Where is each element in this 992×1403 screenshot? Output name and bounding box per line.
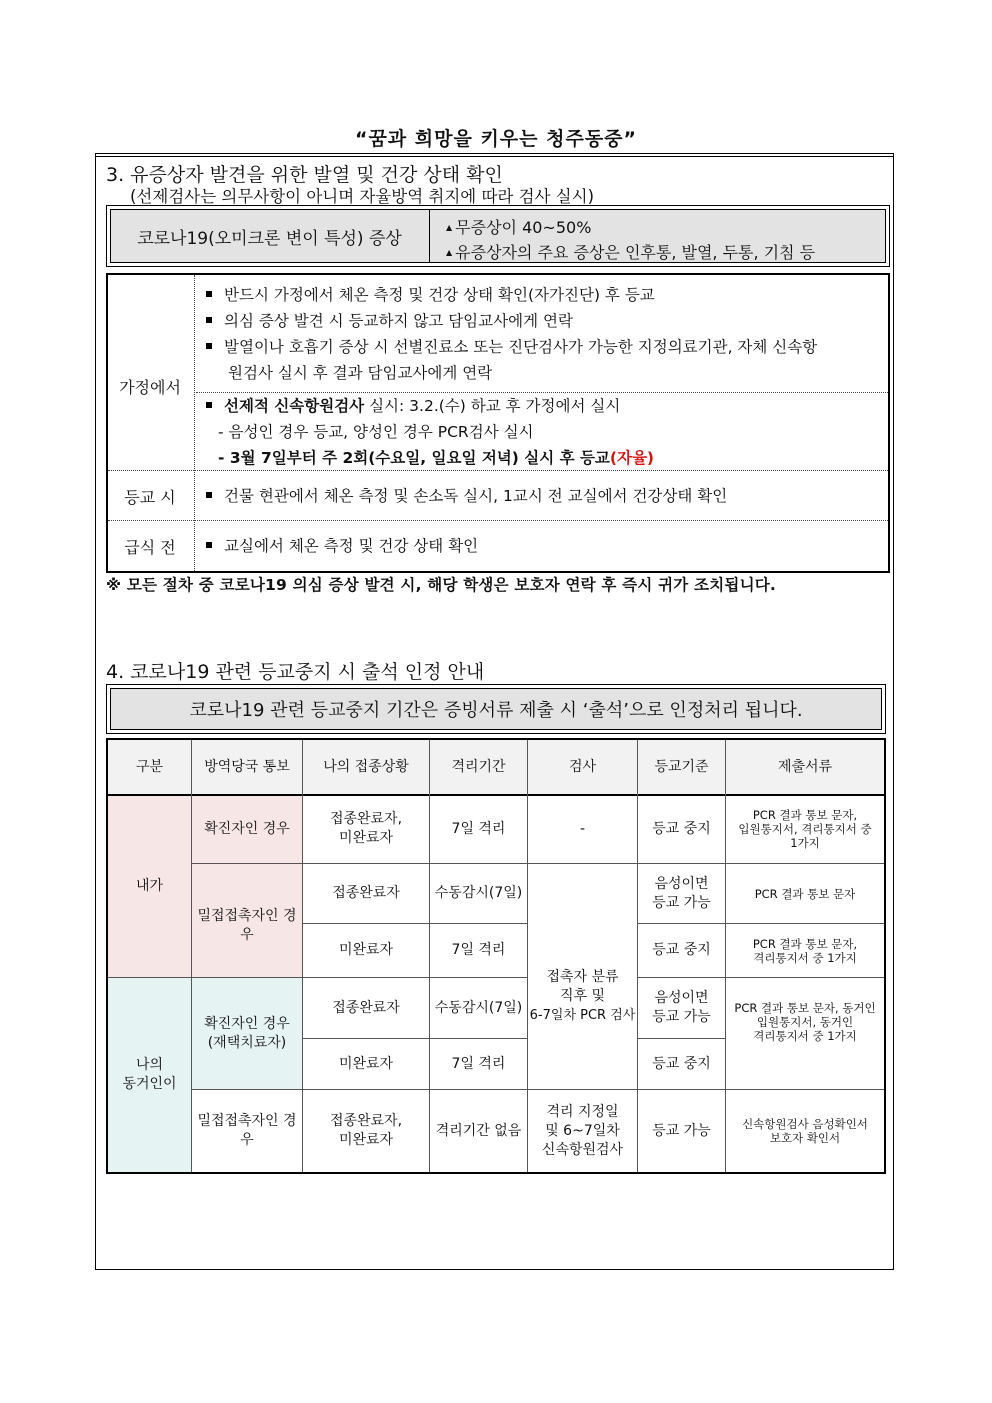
square-bullet-icon xyxy=(206,402,212,408)
group-cohabitant xyxy=(108,978,191,1172)
bullet-text: 건물 현관에서 체온 측정 및 손소독 실시, 1교시 전 교실에서 건강상태 확인 xyxy=(224,487,728,505)
iso-passive: 수동감시(7일) xyxy=(434,885,523,901)
att-line: 음성이면 xyxy=(654,990,709,1006)
bullet-text: 실시: 3.2.(수) 하교 후 가정에서 실시 xyxy=(364,397,621,415)
sub-item-bold: - 3월 7일부터 주 2회(수요일, 일요일 저녁) 실시 후 등교 xyxy=(218,449,610,467)
att-line: 등교 가능 xyxy=(652,894,711,911)
test-line: 직후 및 xyxy=(559,988,606,1004)
notice-close-contact: 밀접접촉자인 경우 xyxy=(197,907,297,943)
doc-line: PCR 결과 통보 문자, xyxy=(752,936,858,951)
header-vaccination: 나의 접종상황 xyxy=(323,758,409,775)
attendance-banner: 코로나19 관련 등교중지 기간은 증빙서류 제출 시 ‘출석’으로 인정처리 됩니다. xyxy=(110,688,882,730)
group-cohab-line: 나의 xyxy=(135,1057,164,1073)
header-notice: 방역당국 통보 xyxy=(204,758,290,775)
frame-double-line xyxy=(95,156,894,157)
row-label-arrival: 등교 시 xyxy=(124,488,176,507)
school-motto: “꿈과 희망을 키우는 청주동중” xyxy=(354,128,638,150)
symptom-label: 코로나19(오미크론 변이 특성) 증상 xyxy=(110,209,430,263)
vac-not: 미완료자 xyxy=(338,1055,394,1072)
att-negative-ok xyxy=(638,864,725,923)
table-divider xyxy=(194,275,195,571)
doc-line: 격리통지서 중 1가지 xyxy=(753,1028,857,1043)
test-line: 격리 지정일 xyxy=(546,1103,619,1120)
header-category: 구분 xyxy=(135,758,164,775)
vac-line: 접종완료자, xyxy=(329,1113,403,1129)
notice-line: 확진자인 경우 xyxy=(204,1015,290,1032)
square-bullet-icon xyxy=(206,317,212,323)
doc-pcr-iso xyxy=(726,924,884,977)
test-line: 신속항원검사 xyxy=(541,1141,624,1158)
row-label-meal: 급식 전 xyxy=(124,538,176,557)
vac-both xyxy=(303,795,429,863)
header-attendance: 등교기준 xyxy=(654,758,709,775)
bullet-item xyxy=(206,334,817,360)
iso-none: 격리기간 없음 xyxy=(435,1122,522,1139)
triangle-icon: ▲ xyxy=(446,248,453,257)
iso-7days: 7일 격리 xyxy=(451,1055,506,1072)
test-pcr xyxy=(528,864,637,1089)
header-documents: 제출서류 xyxy=(777,758,833,775)
square-bullet-icon xyxy=(206,343,212,349)
doc-line: 신속항원검사 음성확인서 xyxy=(742,1117,868,1131)
square-bullet-icon xyxy=(206,492,212,498)
bullet-item xyxy=(206,393,620,419)
vac-done: 접종완료자 xyxy=(332,885,400,901)
att-stop: 등교 중지 xyxy=(652,820,711,837)
doc-line: PCR 결과 통보 문자, 동거인 xyxy=(734,1000,876,1015)
symptom-item xyxy=(446,215,591,238)
header-test: 검사 xyxy=(568,758,597,775)
att-line: 음성이면 xyxy=(654,875,709,892)
vac-not: 미완료자 xyxy=(338,942,394,958)
vac-done: 접종완료자 xyxy=(332,999,400,1016)
section4-title: 4. 코로나19 관련 등교중지 시 출석 인정 안내 xyxy=(106,661,485,683)
bullet-item xyxy=(206,533,478,559)
att-line: 등교 가능 xyxy=(652,1009,711,1025)
bullet-continuation: 원검사 실시 후 결과 담임교사에게 연락 xyxy=(228,364,493,382)
group-me: 내가 xyxy=(135,877,164,894)
doc-confirmed xyxy=(726,795,884,863)
bullet-bold-text: 선제적 신속항원검사 xyxy=(224,397,365,415)
bullet-item xyxy=(206,483,727,509)
section3-title: 3. 유증상자 발견을 위한 발열 및 건강 상태 확인 xyxy=(106,164,503,186)
test-rapid xyxy=(528,1090,637,1172)
sub-item: - 음성인 경우 등교, 양성인 경우 PCR검사 실시 xyxy=(218,423,534,441)
symptom-item xyxy=(446,240,815,263)
bullet-text: 발열이나 호흡기 증상 시 선별진료소 또는 진단검사가 가능한 지정의료기관, 자체 신속항 xyxy=(224,338,818,356)
bullet-text: 반드시 가정에서 체온 측정 및 건강 상태 확인(자가진단) 후 등교 xyxy=(224,286,655,304)
vac-both xyxy=(303,1090,429,1172)
notice-close-contact-2: 밀접접촉자인 경우 xyxy=(197,1113,297,1148)
iso-7days: 7일 격리 xyxy=(451,942,506,958)
voluntary-tag: (자율) xyxy=(609,449,655,467)
att-ok: 등교 가능 xyxy=(652,1122,711,1139)
symptom-item-text: 유증상자의 주요 증상은 인후통, 발열, 두통, 기침 등 xyxy=(455,243,816,262)
bullet-text: 의심 증상 발견 시 등교하지 않고 담임교사에게 연락 xyxy=(224,312,573,330)
header-isolation: 격리기간 xyxy=(451,758,506,775)
table-divider xyxy=(108,520,888,521)
vac-line: 미완료자 xyxy=(338,1132,394,1148)
bullet-item xyxy=(206,282,655,308)
test-none: - xyxy=(579,820,586,837)
sub-item xyxy=(218,445,654,471)
bullet-item xyxy=(206,308,573,334)
test-line: 6-7일차 PCR 검사 xyxy=(529,1008,636,1023)
bullet-text: 교실에서 체온 측정 및 건강 상태 확인 xyxy=(224,537,479,555)
doc-rapid xyxy=(726,1090,884,1172)
group-cohab-line: 동거인이 xyxy=(122,1076,177,1092)
row-label-home: 가정에서 xyxy=(119,378,181,397)
doc-line: 1가지 xyxy=(790,836,820,850)
doc-line: 보호자 확인서 xyxy=(769,1131,841,1145)
triangle-icon: ▲ xyxy=(446,223,453,232)
iso-7days: 7일 격리 xyxy=(451,820,506,837)
test-line: 및 6~7일차 xyxy=(545,1122,620,1139)
square-bullet-icon xyxy=(206,291,212,297)
doc-line: 입원통지서, 동거인 xyxy=(756,1014,854,1029)
test-line: 접촉자 분류 xyxy=(546,969,619,985)
notice-line: (재택치료자) xyxy=(207,1034,287,1051)
notice-confirmed: 확진자인 경우 xyxy=(204,820,290,837)
att-stop: 등교 중지 xyxy=(652,1055,711,1072)
notice-text: ※ 모든 절차 중 코로나19 의심 증상 발견 시, 해당 학생은 보호자 연락 후 즉시 귀가 조치됩니다. xyxy=(106,576,777,594)
doc-cohab xyxy=(726,978,884,1089)
att-negative-ok xyxy=(638,978,725,1038)
vac-line: 접종완료자, xyxy=(329,811,403,827)
symptom-item-text: 무증상이 40~50% xyxy=(455,218,592,237)
doc-pcr: PCR 결과 통보 문자 xyxy=(754,886,856,901)
doc-line: PCR 결과 통보 문자, xyxy=(752,808,858,822)
vac-line: 미완료자 xyxy=(338,830,394,846)
section3-subtitle: (선제검사는 의무사항이 아니며 자율방역 취지에 따라 검사 실시) xyxy=(130,187,595,206)
doc-line: 입원통지서, 격리통지서 중 xyxy=(738,822,872,836)
att-stop: 등교 중지 xyxy=(652,942,711,958)
square-bullet-icon xyxy=(206,542,212,548)
notice-confirmed-home xyxy=(192,978,302,1089)
doc-line: 격리통지서 중 1가지 xyxy=(753,950,857,965)
iso-passive: 수동감시(7일) xyxy=(434,999,523,1016)
